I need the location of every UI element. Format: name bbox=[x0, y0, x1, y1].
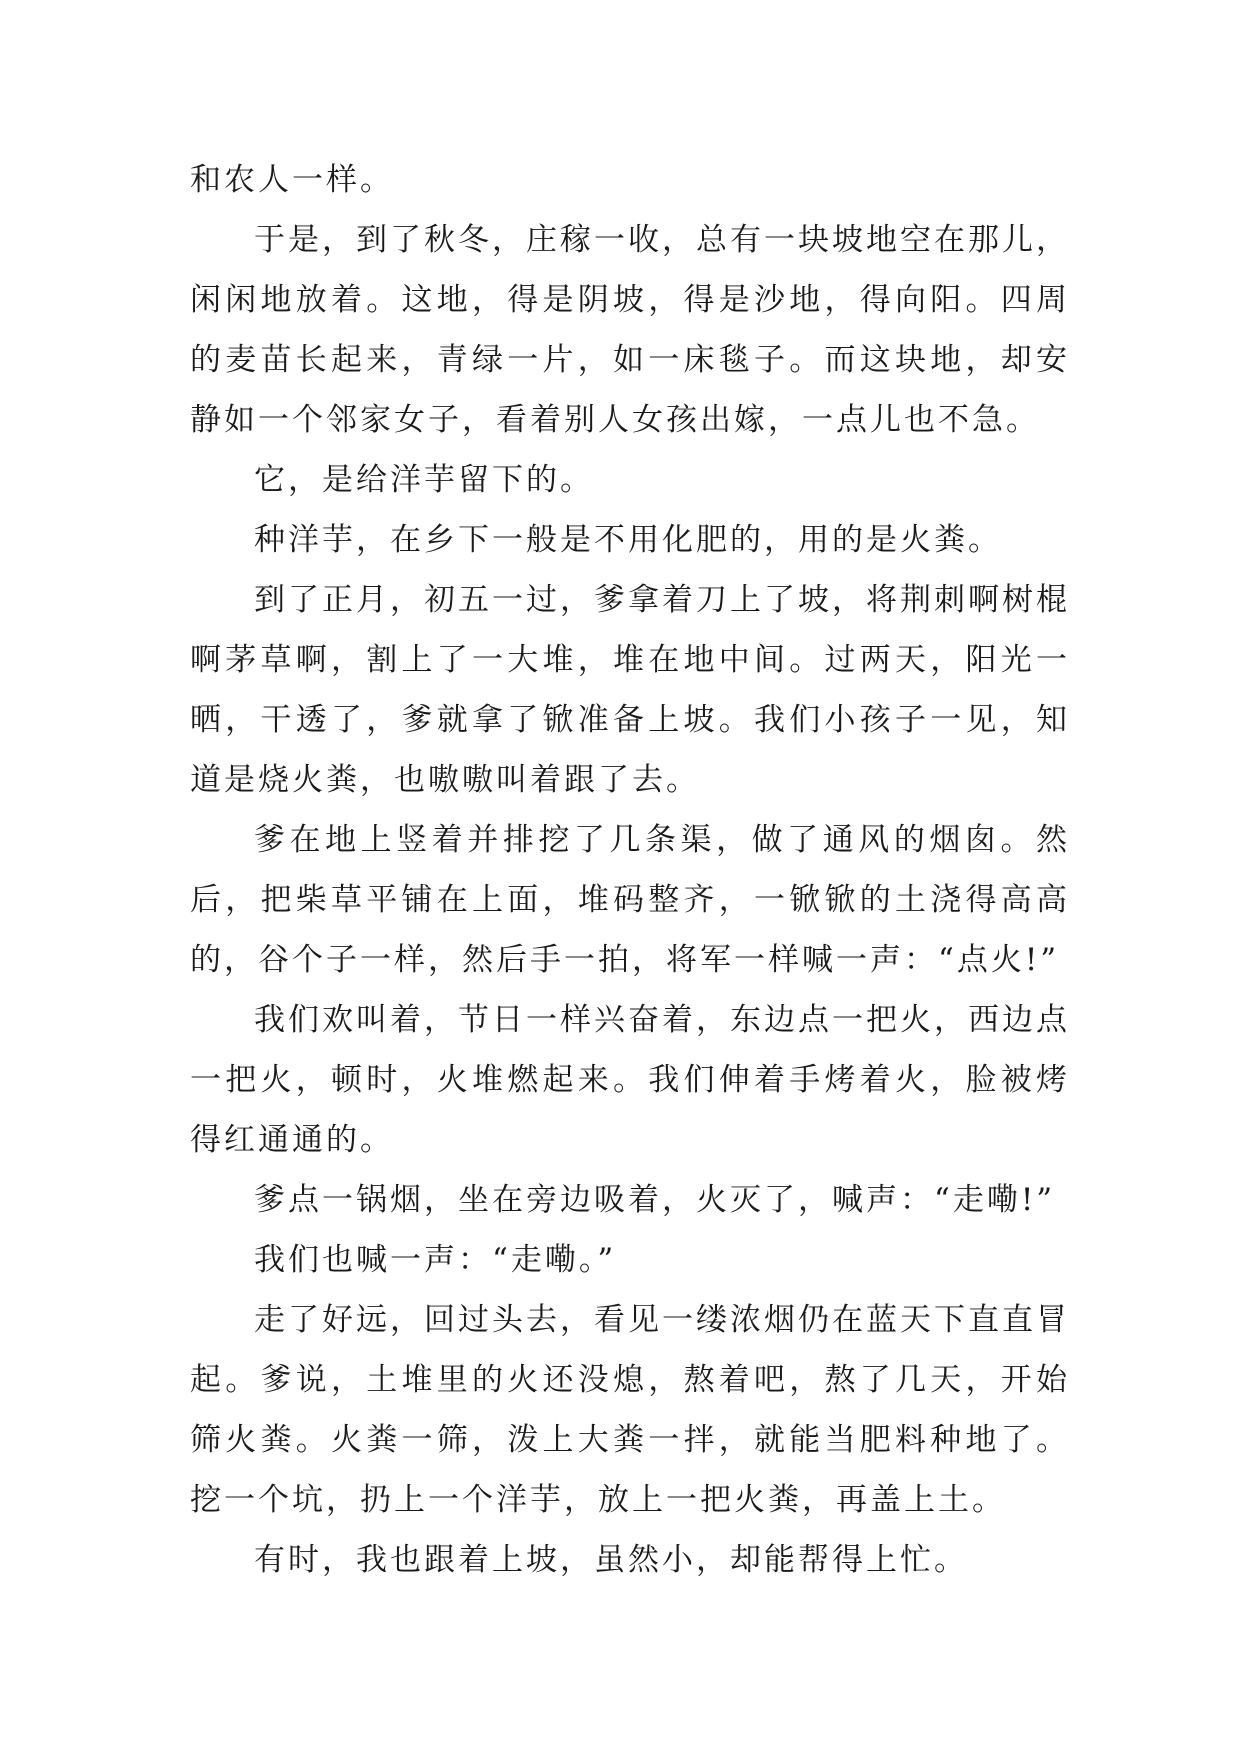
paragraph: 爹在地上竖着并排挖了几条渠，做了通风的烟囱。然后，把柴草平铺在上面，堆码整齐，一锨锨的土浇得高高的，谷个子一样，然后手一拍，将军一样喊一声：“点火!” bbox=[190, 822, 1070, 978]
paragraph: 和农人一样。 bbox=[190, 162, 394, 198]
paragraph: 种洋芋，在乡下一般是不用化肥的，用的是火粪。 bbox=[254, 522, 1002, 558]
paragraph: 我们也喊一声：“走嘞。” bbox=[254, 1242, 617, 1278]
paragraph: 我们欢叫着，节日一样兴奋着，东边点一把火，西边点一把火，顿时，火堆燃起来。我们伸着手烤着火，脸被烤得红通通的。 bbox=[190, 1002, 1070, 1158]
paragraph: 于是，到了秋冬，庄稼一收，总有一块坡地空在那儿，闲闲地放着。这地，得是阴坡，得是沙地，得向阳。四周的麦苗长起来，青绿一片，如一床毯子。而这块地，却安静如一个邻家女子，看着别人女孩出嫁，一点儿也不急。 bbox=[190, 222, 1070, 438]
paragraph: 爹点一锅烟，坐在旁边吸着，火灭了，喊声：“走嘞!” bbox=[254, 1182, 1056, 1218]
paragraph: 有时，我也跟着上坡，虽然小，却能帮得上忙。 bbox=[254, 1542, 968, 1578]
paragraph: 它，是给洋芋留下的。 bbox=[254, 462, 594, 498]
paragraph: 走了好远，回过头去，看见一缕浓烟仍在蓝天下直直冒起。爹说，土堆里的火还没熄，熬着吧，熬了几天，开始筛火粪。火粪一筛，泼上大粪一拌，就能当肥料种地了。挖一个坑，扔上一个洋芋，放上一把火粪，再盖上土。 bbox=[190, 1302, 1070, 1518]
body-text bbox=[190, 150, 1070, 1590]
paragraph: 到了正月，初五一过，爹拿着刀上了坡，将荆刺啊树棍啊茅草啊，割上了一大堆，堆在地中间。过两天，阳光一晒，干透了，爹就拿了锨准备上坡。我们小孩子一见，知道是烧火粪，也嗷嗷叫着跟了去。 bbox=[190, 582, 1070, 798]
